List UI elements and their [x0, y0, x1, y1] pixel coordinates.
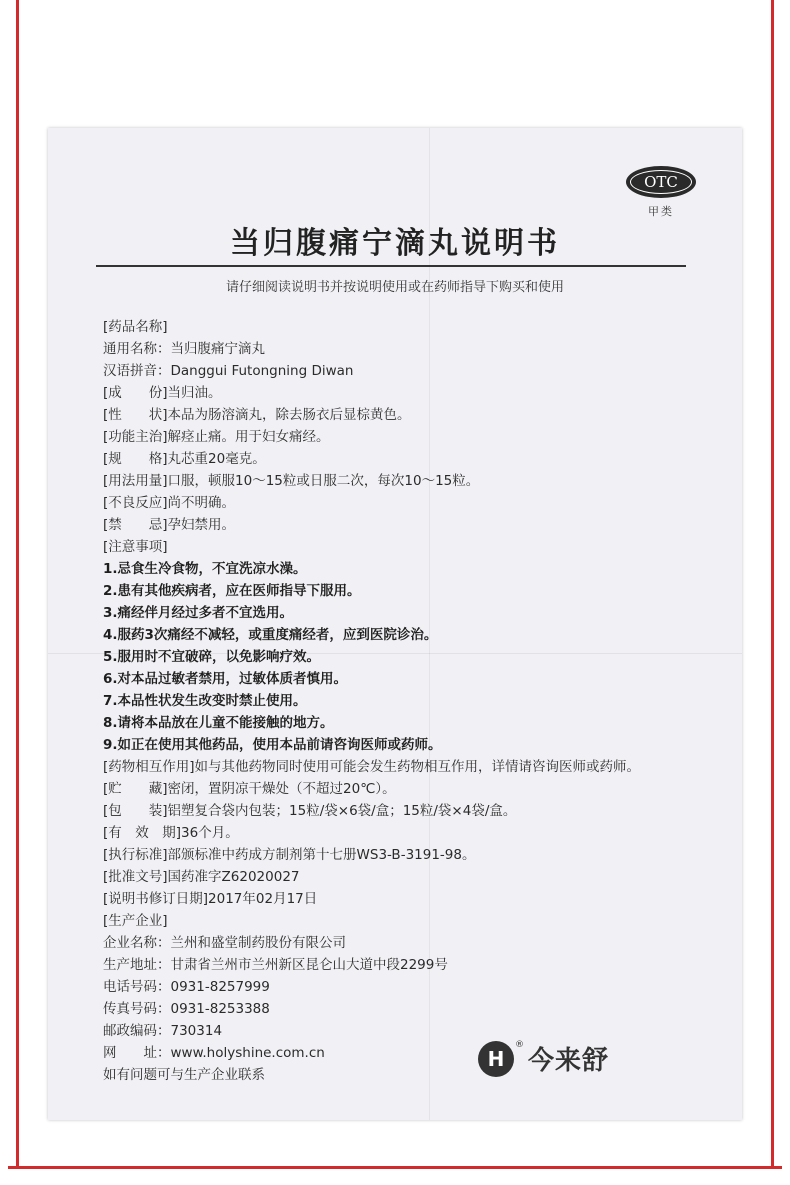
brand-logo-icon: H	[478, 1041, 514, 1077]
text-line: [成 份]当归油。	[103, 385, 222, 401]
bottom-red-border	[8, 1166, 782, 1169]
text-line: 通用名称：当归腹痛宁滴丸	[103, 341, 265, 357]
leaflet-content	[103, 316, 733, 1086]
text-line: 生产地址：甘肃省兰州市兰州新区昆仑山大道中段2299号	[103, 957, 448, 973]
text-line: [药物相互作用]如与其他药物同时使用可能会发生药物相互作用，详情请咨询医师或药师。	[103, 759, 641, 775]
text-line: 电话号码：0931-8257999	[103, 979, 270, 995]
text-line: [不良反应]尚不明确。	[103, 495, 236, 511]
text-line: 传真号码：0931-8253388	[103, 1001, 270, 1017]
text-line: [禁 忌]孕妇禁用。	[103, 517, 236, 533]
text-line: 9.如正在使用其他药品，使用本品前请咨询医师或药师。	[103, 737, 442, 753]
text-line: [规 格]丸芯重20毫克。	[103, 451, 266, 467]
text-line: 4.服药3次痛经不减轻，或重度痛经者，应到医院诊治。	[103, 627, 438, 643]
text-line: 5.服用时不宜破碎，以免影响疗效。	[103, 649, 321, 665]
text-line: 企业名称：兰州和盛堂制药股份有限公司	[103, 935, 346, 951]
text-line: 2.患有其他疾病者，应在医师指导下服用。	[103, 583, 361, 599]
brand-name: 今来舒	[528, 1046, 610, 1076]
text-line: [批准文号]国药准字Z62020027	[103, 869, 300, 885]
text-line: 8.请将本品放在儿童不能接触的地方。	[103, 715, 334, 731]
right-red-border	[771, 0, 774, 1168]
otc-badge	[626, 166, 696, 198]
text-line: [执行标准]部颁标准中药成方制剂第十七册WS3-B-3191-98。	[103, 847, 476, 863]
text-line: 3.痛经伴月经过多者不宜选用。	[103, 605, 294, 621]
subtitle: 请仔细阅读说明书并按说明使用或在药师指导下购买和使用	[225, 280, 564, 295]
left-red-border	[16, 0, 19, 1168]
page-title: 当归腹痛宁滴丸说明书	[230, 226, 560, 261]
text-line: [功能主治]解痉止痛。用于妇女痛经。	[103, 429, 330, 445]
text-line: 1.忌食生冷食物，不宜洗凉水澡。	[103, 561, 307, 577]
text-line: [用法用量]口服，顿服10～15粒或日服二次，每次10～15粒。	[103, 473, 480, 489]
brand-logo	[478, 1040, 609, 1077]
text-line: 7.本品性状发生改变时禁止使用。	[103, 693, 307, 709]
text-line: [性 状]本品为肠溶滴丸，除去肠衣后显棕黄色。	[103, 407, 411, 423]
text-line: [注意事项]	[103, 539, 168, 555]
text-line: [药品名称]	[103, 319, 168, 335]
text-line: 网 址：www.holyshine.com.cn	[103, 1045, 325, 1061]
leaflet-paper	[48, 128, 742, 1120]
title-divider	[96, 265, 686, 267]
text-line: [生产企业]	[103, 913, 168, 929]
text-line: [包 装]铝塑复合袋内包装；15粒/袋×6袋/盒；15粒/袋×4袋/盒。	[103, 803, 517, 819]
text-line: [说明书修订日期]2017年02月17日	[103, 891, 318, 907]
text-line: 邮政编码：730314	[103, 1023, 223, 1039]
text-line: 6.对本品过敏者禁用，过敏体质者慎用。	[103, 671, 348, 687]
text-line: 汉语拼音：Danggui Futongning Diwan	[103, 363, 354, 379]
otc-class-label: 甲类	[648, 205, 674, 218]
registered-mark: ®	[515, 1040, 524, 1050]
otc-label: OTC	[630, 170, 692, 194]
text-line: 如有问题可与生产企业联系	[103, 1067, 265, 1083]
text-line: [贮 藏]密闭，置阴凉干燥处（不超过20℃）。	[103, 781, 396, 797]
text-line: [有 效 期]36个月。	[103, 825, 239, 841]
